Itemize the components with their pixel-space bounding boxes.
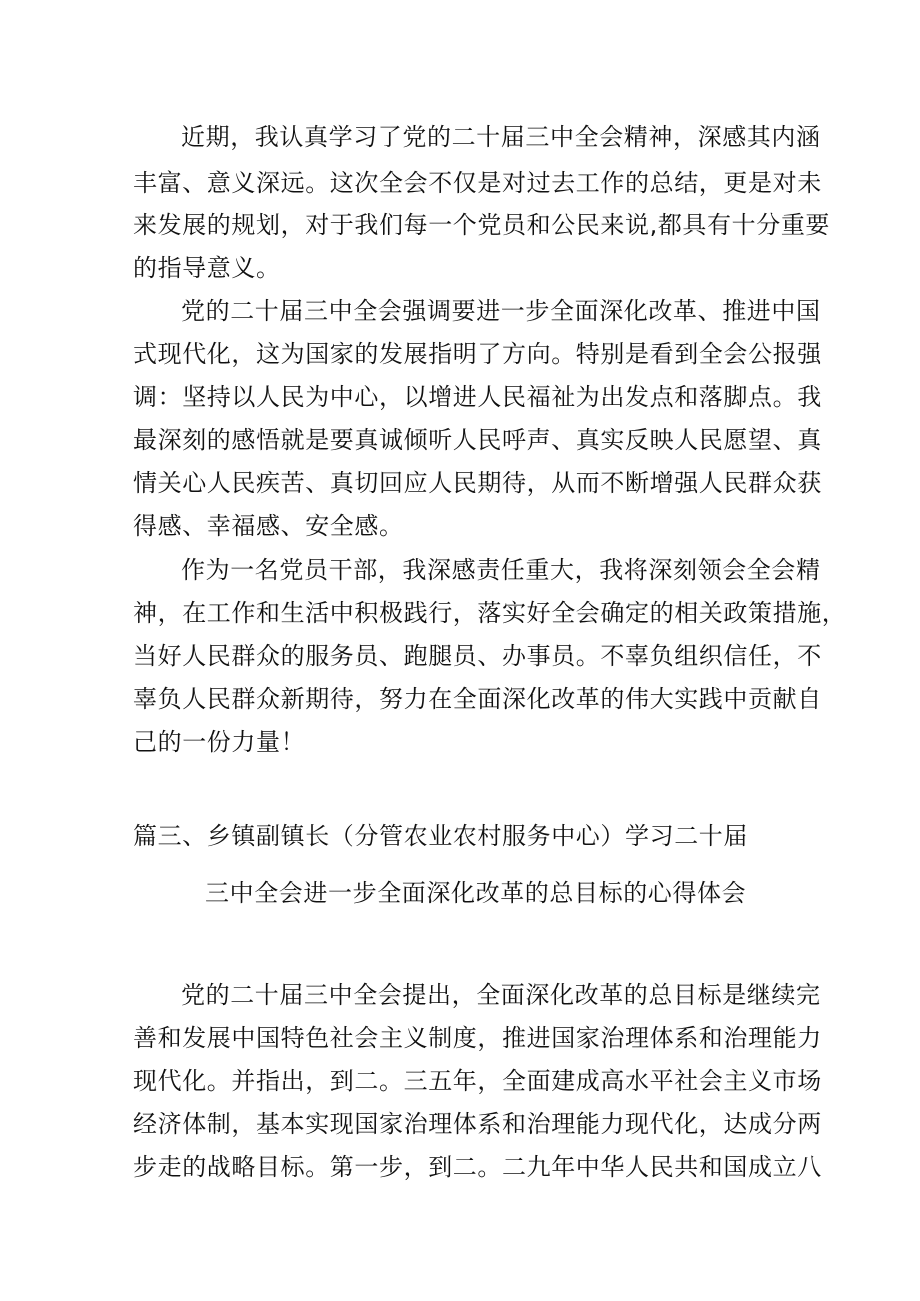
paragraph-4-line-4: 经济体制，基本实现国家治理体系和治理能力现代化，达成分两 — [133, 1110, 822, 1138]
paragraph-3-line-4: 辜负人民群众新期待，努力在全面深化改革的伟大实践中贡献自 — [133, 685, 822, 713]
paragraph-2-line-6: 得感、幸福感、安全感。 — [133, 512, 404, 540]
paragraph-4-line-5: 步走的战略目标。第一步，到二。二九年中华人民共和国成立八 — [133, 1153, 822, 1181]
paragraph-3-line-2: 神，在工作和生活中积极践行，落实好全会确定的相关政策措施， — [133, 599, 847, 627]
paragraph-2-line-5: 情关心人民疾苦、真切回应人民期待，从而不断增强人民群众获 — [133, 469, 822, 497]
paragraph-4-line-2: 善和发展中国特色社会主义制度，推进国家治理体系和治理能力 — [133, 1024, 822, 1052]
paragraph-2-line-2: 式现代化，这为国家的发展指明了方向。特别是看到全会公报强 — [133, 340, 822, 368]
section-heading-line-2: 三中全会进一步全面深化改革的总目标的心得体会 — [205, 879, 747, 907]
paragraph-1-line-3: 来发展的规划，对于我们每一个党员和公民来说,都具有十分重要 — [133, 211, 831, 239]
section-heading-line-1: 篇三、乡镇副镇长（分管农业农村服务中心）学习二十届 — [133, 822, 748, 850]
paragraph-1-line-4: 的指导意义。 — [133, 254, 281, 282]
paragraph-2-line-4: 最深刻的感悟就是要真诚倾听人民呼声、真实反映人民愿望、真 — [133, 426, 822, 454]
paragraph-2-line-1: 党的二十届三中全会强调要进一步全面深化改革、推进中国 — [181, 297, 821, 325]
paragraph-3-line-5: 己的一份力量！ — [133, 728, 306, 756]
paragraph-2-line-3: 调：坚持以人民为中心，以增进人民福祉为出发点和落脚点。我 — [133, 383, 822, 411]
paragraph-4-line-3: 现代化。并指出，到二。三五年，全面建成高水平社会主义市场 — [133, 1067, 822, 1095]
paragraph-1-line-2: 丰富、意义深远。这次全会不仅是对过去工作的总结，更是对未 — [133, 169, 822, 197]
paragraph-4-line-1: 党的二十届三中全会提出，全面深化改革的总目标是继续完 — [181, 981, 821, 1009]
paragraph-1-line-1: 近期，我认真学习了党的二十届三中全会精神，深感其内涵 — [181, 123, 821, 151]
paragraph-3-line-3: 当好人民群众的服务员、跑腿员、办事员。不辜负组织信任，不 — [133, 642, 822, 670]
paragraph-3-line-1: 作为一名党员干部，我深感责任重大，我将深刻领会全会精 — [181, 556, 821, 584]
